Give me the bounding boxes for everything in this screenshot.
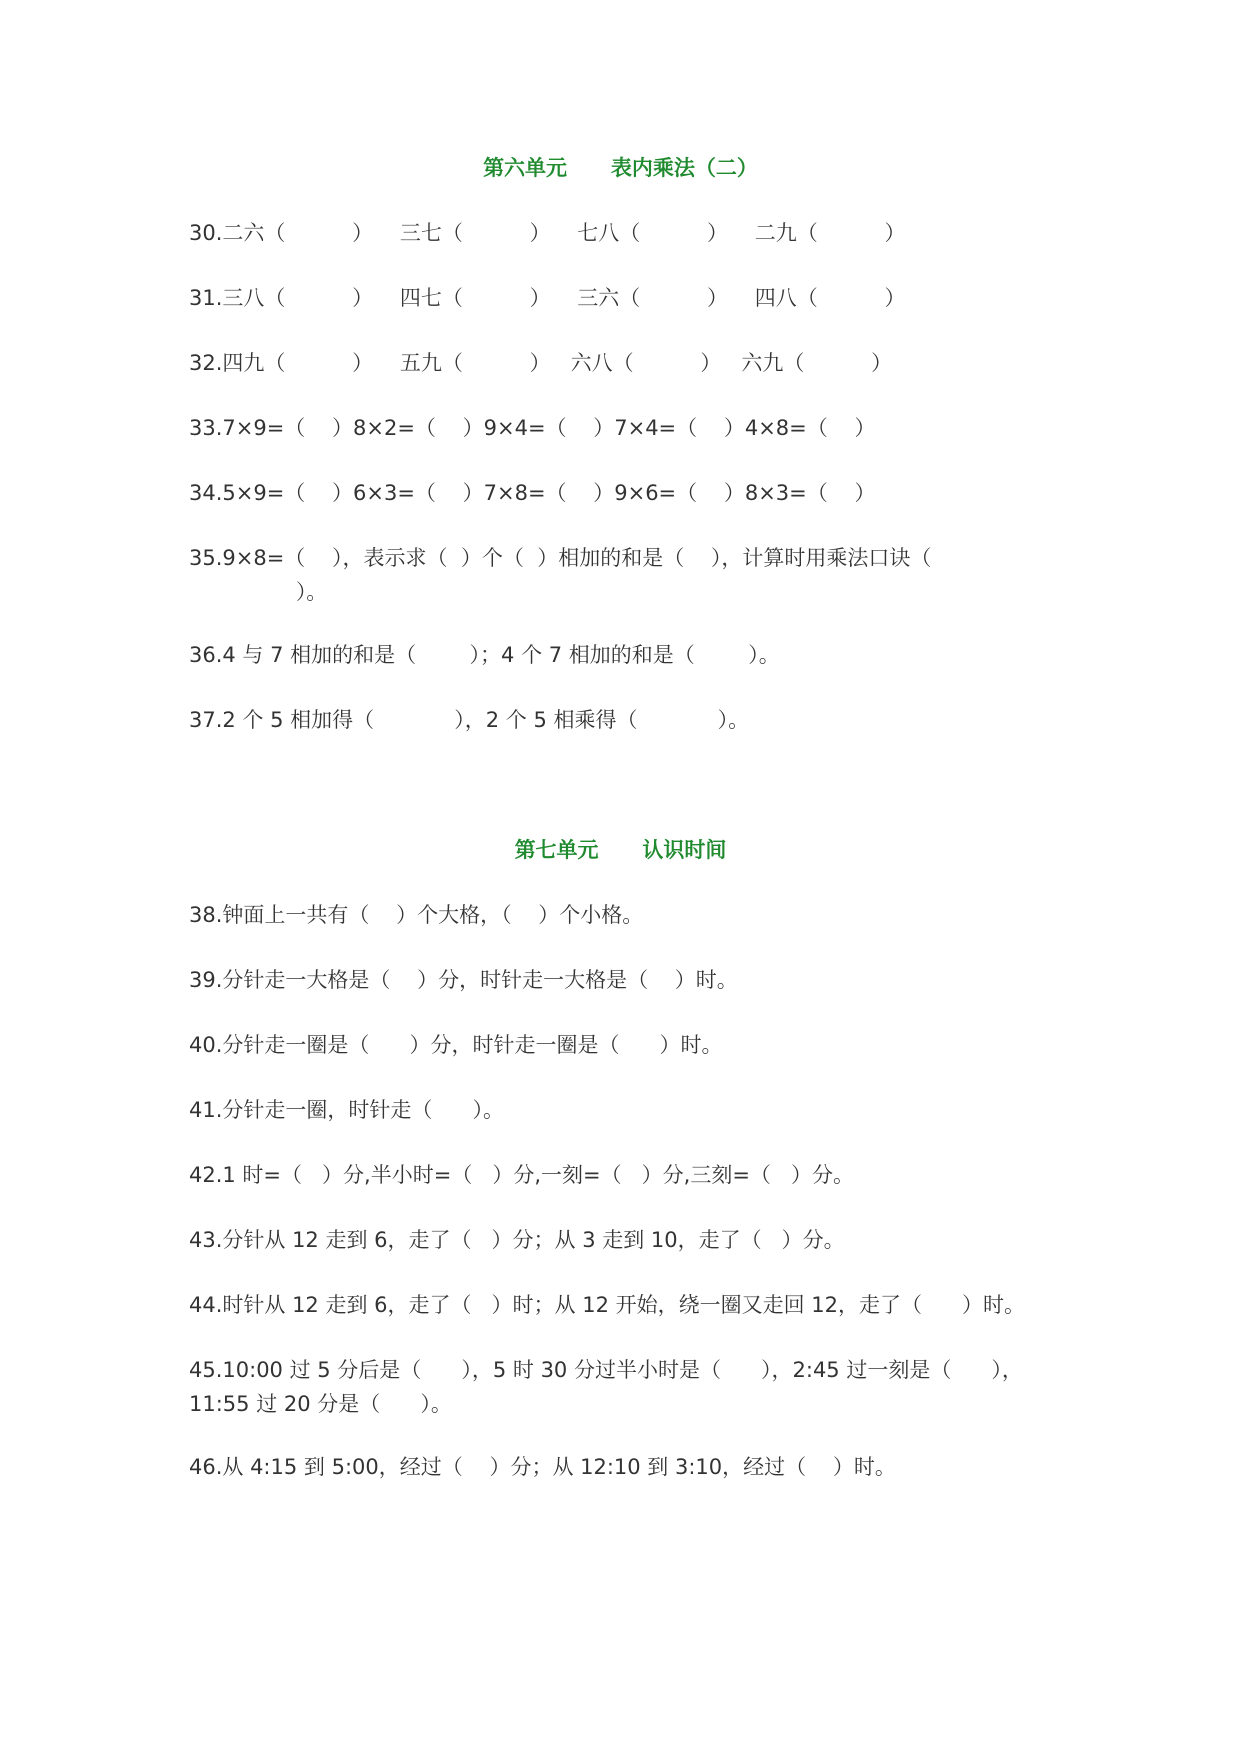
question-36: 36.4 与 7 相加的和是（ ）；4 个 7 相加的和是（ ）。: [189, 643, 780, 667]
question-34: 34.5×9=（ ）6×3=（ ）7×8=（ ）9×6=（ ）8×3=（ ）: [189, 481, 876, 505]
question-30: 30.二六（ ） 三七（ ） 七八（ ） 二九（ ）: [189, 221, 906, 245]
question-38: 38.钟面上一共有（ ）个大格，（ ）个小格。: [189, 903, 644, 927]
question-46: 46.从 4:15 到 5:00，经过（ ）分；从 12:10 到 3:10，经过（ ）时。: [189, 1455, 896, 1479]
question-41: 41.分针走一圈，时针走（ ）。: [189, 1098, 504, 1122]
question-44: 44.时针从 12 走到 6，走了（ ）时；从 12 开始，绕一圈又走回 12，走了（ ）时。: [189, 1293, 1026, 1317]
question-33: 33.7×9=（ ）8×2=（ ）9×4=（ ）7×4=（ ）4×8=（ ）: [189, 416, 876, 440]
question-39: 39.分针走一大格是（ ）分，时针走一大格是（ ）时。: [189, 968, 738, 992]
question-37: 37.2 个 5 相加得（ ），2 个 5 相乘得（ ）。: [189, 708, 750, 732]
question-32: 32.四九（ ） 五九（ ） 六八（ ） 六九（ ）: [189, 351, 893, 375]
question-31: 31.三八（ ） 四七（ ） 三六（ ） 四八（ ）: [189, 286, 906, 310]
question-45: 45.10:00 过 5 分后是（ ），5 时 30 分过半小时是（ ），2:45 过一刻是（ ）， 11:55 过 20 分是（ ）。: [189, 1358, 1023, 1416]
question-40: 40.分针走一圈是（ ）分，时针走一圈是（ ）时。: [189, 1033, 723, 1057]
question-35: 35.9×8=（ ），表示求（ ）个（ ）相加的和是（ ），计算时用乘法口诀（ ）。: [189, 546, 932, 604]
question-42: 42.1 时=（ ）分,半小时=（ ）分,一刻=（ ）分,三刻=（ ）分。: [189, 1163, 854, 1187]
question-43: 43.分针从 12 走到 6，走了（ ）分；从 3 走到 10，走了（ ）分。: [189, 1228, 845, 1252]
section-7-heading: 第七单元 认识时间: [514, 838, 727, 862]
section-6-heading: 第六单元 表内乘法（二）: [483, 156, 758, 180]
